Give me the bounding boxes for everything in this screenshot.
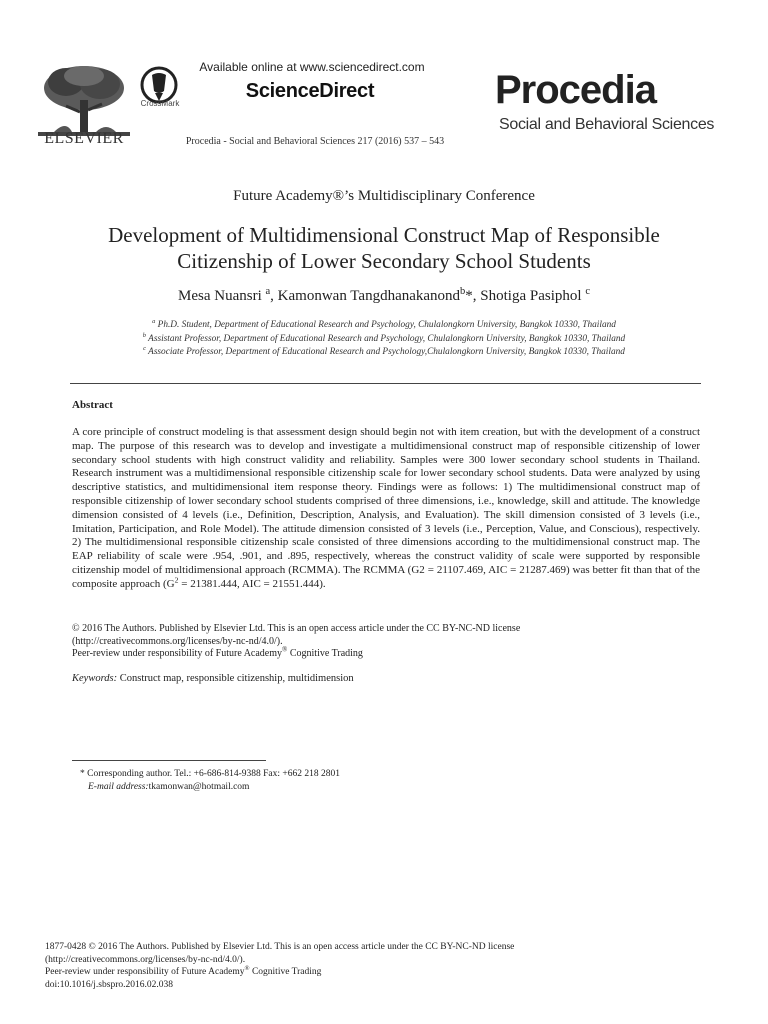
author-1: Mesa Nuansri xyxy=(178,288,266,304)
paper-title xyxy=(60,222,708,274)
footer-issn-license: 1877-0428 © 2016 The Authors. Published by Elsevier Ltd. This is an open access article under the CC BY-NC-ND license xyxy=(45,942,515,952)
footer-peer-review xyxy=(45,966,725,979)
author-2-affil-mark: b xyxy=(460,286,466,297)
abstract-text-end: = 21381.444, AIC = 21551.444). xyxy=(178,577,326,590)
affiliation-text: Assistant Professor, Department of Educational Research and Psychology, Chulalongkorn University, Bangkok 10330, Thailand xyxy=(146,334,626,344)
email-address[interactable]: tkamonwan@hotmail.com xyxy=(148,782,250,792)
corresponding-contact: * Corresponding author. Tel.: +6-686-814-9388 Fax: +662 218 2801 xyxy=(80,769,341,779)
license-link[interactable]: (http://creativecommons.org/licenses/by-nc-nd/4.0/). xyxy=(72,635,283,647)
peer-review-text: Peer-review under responsibility of Future Academy xyxy=(72,648,283,659)
abstract-heading: Abstract xyxy=(72,399,113,411)
author-list xyxy=(0,288,768,305)
affiliation-a xyxy=(60,317,708,330)
corresponding-author xyxy=(80,768,580,794)
footnote-divider xyxy=(72,760,266,761)
keywords xyxy=(72,673,700,684)
author-3-affil-mark: c xyxy=(585,286,590,297)
peer-review-text-end: Cognitive Trading xyxy=(287,648,363,659)
page-footer xyxy=(45,941,725,991)
keywords-text: Construct map, responsible citizenship, multidimension xyxy=(117,673,354,684)
author-1-affil-mark: a xyxy=(265,286,271,297)
procedia-subtitle: Social and Behavioral Sciences xyxy=(499,116,715,133)
paper-title-line-2: Citizenship of Lower Secondary School Students xyxy=(177,249,591,273)
paper-title-line-1: Development of Multidimensional Construct Map of Responsible xyxy=(108,223,660,247)
corresponding-email-line xyxy=(80,781,580,794)
conference-name: Future Academy®’s Multidisciplinary Conference xyxy=(233,188,535,204)
peer-review-line xyxy=(72,645,700,661)
author-3: *, Shotiga Pasiphol xyxy=(465,288,586,304)
affiliation-mark: a xyxy=(152,317,156,325)
abstract-superscript: 2 xyxy=(174,575,179,585)
crossmark-label: CrossMark xyxy=(140,99,180,108)
doi[interactable]: doi:10.1016/j.sbspro.2016.02.038 xyxy=(45,979,173,990)
affiliation-c xyxy=(60,344,708,357)
footer-registered-mark: ® xyxy=(244,964,250,972)
procedia-logo: Procedia xyxy=(495,68,656,112)
footer-peer-review-text: Peer-review under responsibility of Future Academy xyxy=(45,967,245,977)
available-online-text: Available online at www.sciencedirect.com xyxy=(199,60,425,74)
affiliation-text: Associate Professor, Department of Educational Research and Psychology,Chulalongkorn University, Bangkok 10330, Thailand xyxy=(145,347,625,357)
email-label: E-mail address: xyxy=(88,782,149,792)
registered-mark: ® xyxy=(282,645,288,654)
affiliation-mark: c xyxy=(143,344,146,352)
license-notice xyxy=(72,623,700,661)
sciencedirect-logo[interactable]: ScienceDirect xyxy=(245,80,375,102)
affiliation-mark: b xyxy=(142,331,147,339)
elsevier-wordmark: ELSEVIER xyxy=(44,130,124,147)
author-2: , Kamonwan Tangdhanakanond xyxy=(270,288,461,304)
abstract-text: A core principle of construct modeling is that assessment design should begin not with item creation, but with the development of a construct map. The purpose of this research was to develop and investigate a multidimensional construct map of responsible citizenship of lower secondary school students with high construct validity and reliability. Samples were 300 lower secondary school students in Thailand. Research instrument was a multidimensional responsible citizenship scale for lower secondary school students. Data were analyzed by using descriptive statistics, and multidimensional item response theory. Findings were as follows: 1) The multidimensional construct map of responsible citizenship of lower secondary school students comprised of three dimensions, i.e., knowledge, skill and attitude. The knowledge dimension consisted of 4 levels (i.e., Definition, Description, Analysis, and Evaluation). The skill dimension consisted of 3 levels (i.e., Imitation, Participation, and Role Model). The attitude dimension consisted of 3 levels (i.e., Perception, Value, and Conscious), respectively. 2) The multidimensional responsible citizenship scale consisted of three dimensions according to the multidimensional construct map. The EAP reliability of scale were .954, .901, and .895, respectively, whereas the construct validity of scale were supported by responsible citizenship model of multidimensional approach (RCMMA). The RCMMA (G2 = 21107.469, AIC = 21287.469) was better fit than that of the composite approach (G xyxy=(72,426,700,590)
footer-license-link[interactable]: (http://creativecommons.org/licenses/by-nc-nd/4.0/). xyxy=(45,954,246,965)
keywords-label: Keywords: xyxy=(72,673,118,684)
abstract-body xyxy=(72,426,700,592)
affiliation-text: Ph.D. Student, Department of Educational Research and Psychology, Chulalongkorn University, Bangkok 10330, Thailand xyxy=(155,320,616,330)
footer-peer-review-text-end: Cognitive Trading xyxy=(249,967,322,977)
affiliation-b xyxy=(60,331,708,344)
license-line: © 2016 The Authors. Published by Elsevier Ltd. This is an open access article under the CC BY-NC-ND license xyxy=(72,623,521,634)
journal-citation: Procedia - Social and Behavioral Sciences 217 (2016) 537 – 543 xyxy=(185,136,445,147)
header-divider xyxy=(70,383,701,384)
